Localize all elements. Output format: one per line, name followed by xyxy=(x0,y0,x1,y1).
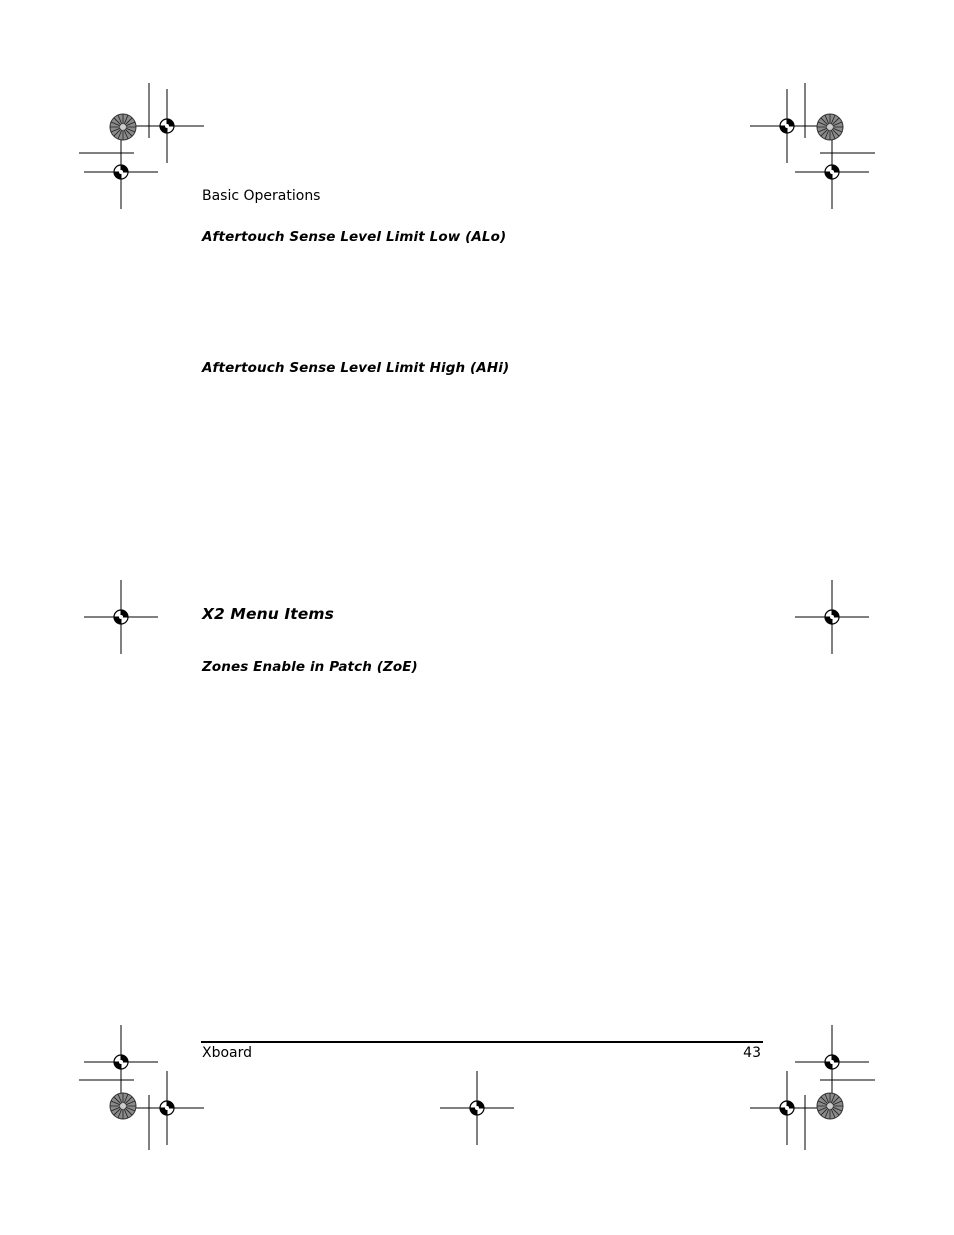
section-heading-x2-menu-items: X2 Menu Items xyxy=(202,605,334,623)
registration-mark xyxy=(795,1025,869,1099)
star-target-icon xyxy=(110,1093,136,1119)
registration-mark xyxy=(750,89,824,163)
footer-rule xyxy=(201,1041,763,1043)
registration-mark xyxy=(84,135,158,209)
registration-mark xyxy=(84,580,158,654)
running-head: Basic Operations xyxy=(202,188,321,204)
section-heading-ahi: Aftertouch Sense Level Limit High (AHi) xyxy=(202,360,510,376)
registration-mark xyxy=(130,1071,204,1145)
footer-product-name: Xboard xyxy=(202,1045,253,1061)
registration-mark xyxy=(795,580,869,654)
registration-mark xyxy=(795,135,869,209)
section-heading-zoe: Zones Enable in Patch (ZoE) xyxy=(202,659,418,675)
star-target-icon xyxy=(817,1093,843,1119)
page-number: 43 xyxy=(743,1045,761,1061)
crop-marks-bottom xyxy=(79,1080,875,1150)
registration-mark xyxy=(84,1025,158,1099)
crop-marks-top xyxy=(79,83,875,153)
registration-mark xyxy=(750,1071,824,1145)
star-target-icon xyxy=(110,114,136,140)
star-target-icon xyxy=(817,114,843,140)
section-heading-alo: Aftertouch Sense Level Limit Low (ALo) xyxy=(202,229,507,245)
registration-mark xyxy=(440,1071,514,1145)
registration-mark xyxy=(130,89,204,163)
